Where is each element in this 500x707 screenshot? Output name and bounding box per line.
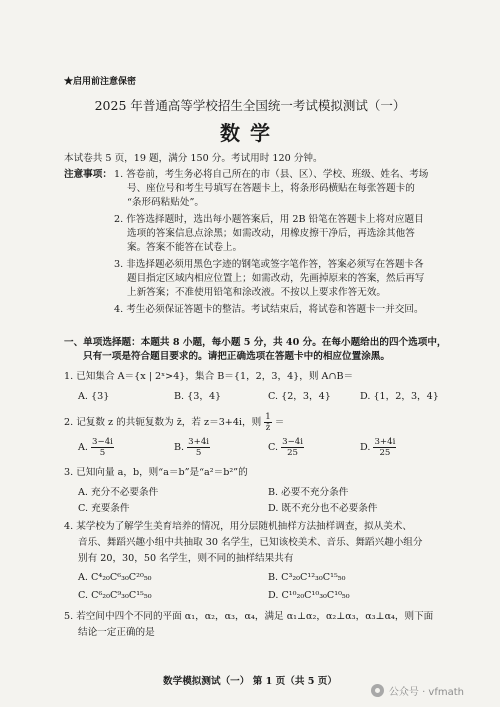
q3-option-d: D. 既不充分也不必要条件 <box>268 503 378 514</box>
q2-option-a-label: A. <box>78 442 88 453</box>
note-2-line-3: 案。答案不能答在试卷上。 <box>127 242 243 253</box>
q2-stem-equals: ＝ <box>274 417 285 428</box>
note-1-line-3: “条形码粘贴处”。 <box>127 197 204 208</box>
exam-title: 2025 年普通高等学校招生全国统一考试模拟测试（一） <box>94 98 406 113</box>
q1-option-a: A. {3} <box>78 391 110 402</box>
question-5-line-1: 5. 若空间中四个不同的平面 α₁，α₂，α₃，α₄，满足 α₁⊥α₂，α₂⊥α₃，α₃⊥α₄，则下面 <box>64 611 434 622</box>
q2-option-b-label: B. <box>174 442 185 453</box>
q2-option-d-fraction <box>373 437 396 458</box>
q1-option-b: B. {3，4} <box>174 391 222 402</box>
q2-option-a-fraction <box>91 437 114 458</box>
note-1-line-2: 号、座位号和考生号填写在答题卡上，将条形码横贴在每张答题卡的 <box>127 183 415 194</box>
question-1-stem: 1. 已知集合 A＝{x | 2ˣ>4}，集合 B＝{1，2，3，4}，则 A∩B＝ <box>64 371 354 382</box>
q4-option-a: A. C⁴₂₀C⁶₃₀C²⁰₅₀ <box>78 572 152 583</box>
watermark <box>371 683 464 698</box>
q2-option-d-label: D. <box>360 442 371 453</box>
q2-option-c-fraction <box>281 437 304 458</box>
note-2-line-1: 2. 作答选择题时，选出每小题答案后，用 2B 铅笔在答题卡上将对应题目 <box>114 214 424 225</box>
q1-option-c: C. {2，3，4} <box>268 391 331 402</box>
watermark-text: 公众号 · vfmath <box>388 687 464 698</box>
section-1-heading-line-2: 只有一项是符合题目要求的。请把正确选项在答题卡中的相应位置涂黑。 <box>83 351 390 362</box>
q2-option-a-num: 3−4i <box>92 437 113 447</box>
q2-option-a-den: 5 <box>99 448 106 458</box>
question-5-line-2: 结论一定正确的是 <box>78 627 155 638</box>
q2-option-c-label: C. <box>268 442 279 453</box>
note-3-line-2: 题目指定区域内相应位置上；如需改动，先画掉原来的答案，然后再写 <box>127 273 425 284</box>
wechat-icon <box>371 684 384 697</box>
q2-stem-frac-num: 1 <box>265 412 271 422</box>
q2-option-b-fraction <box>187 437 210 458</box>
q2-stem-fraction <box>264 412 271 433</box>
question-4-line-1: 4. 某学校为了解学生美育培养的情况，用分层随机抽样方法抽样调查，拟从美术、 <box>64 521 412 532</box>
q1-option-d: D. {1，2，3，4} <box>360 391 439 402</box>
subject-title: 数学 <box>220 121 280 145</box>
q2-option-d-den: 25 <box>379 448 391 458</box>
exam-intro: 本试卷共 5 页，19 题，满分 150 分。考试用时 120 分钟。 <box>64 153 323 164</box>
q2-option-c-den: 25 <box>287 448 299 458</box>
q3-option-c: C. 充要条件 <box>78 503 130 514</box>
q2-option-c-num: 3−4i <box>282 437 304 447</box>
question-4-line-2: 音乐、舞蹈兴趣小组中共抽取 30 名学生，已知该校美术、音乐、舞蹈兴趣小组分 <box>78 537 423 548</box>
notes-label: 注意事项： <box>64 169 112 180</box>
q2-option-b-den: 5 <box>195 448 202 458</box>
note-4-line-1: 4. 考生必须保证答题卡的整洁。考试结束后，将试卷和答题卡一并交回。 <box>114 304 424 315</box>
note-3-line-3: 上新答案；不准使用铅笔和涂改液。不按以上要求作答无效。 <box>127 287 387 298</box>
confidential-notice: ★启用前注意保密 <box>64 77 137 87</box>
q2-option-a <box>78 436 114 460</box>
note-3-line-1: 3. 非选择题必须用黑色字迹的钢笔或签字笔作答，答案必须写在答题卡各 <box>114 259 424 270</box>
q2-stem-text: 2. 记复数 z 的共轭复数为 z̄，若 z＝3+4i，则 <box>64 417 262 428</box>
section-1-heading-line-1: 一、单项选择题：本题共 8 小题，每小题 5 分，共 40 分。在每小题给出的四个选项中， <box>64 337 447 348</box>
q2-option-c <box>268 436 304 460</box>
q4-option-c: C. C⁶₂₀C⁹₃₀C¹⁵₅₀ <box>78 590 152 601</box>
page-footer: 数学模拟测试（一） 第 1 页（共 5 页） <box>163 676 337 687</box>
q4-option-d: D. C¹⁰₂₀C¹⁰₃₀C¹⁰₅₀ <box>268 590 350 601</box>
q3-option-b: B. 必要不充分条件 <box>268 487 349 498</box>
question-3-stem: 3. 已知向量 a，b，则“a＝b”是“a²＝b²”的 <box>64 467 248 478</box>
q2-option-b-num: 3+4i <box>188 437 210 447</box>
question-2-stem <box>64 411 284 435</box>
note-2-line-2: 选项的答案信息点涂黑；如需改动，用橡皮擦干净后，再选涂其他答 <box>127 228 415 239</box>
note-1-line-1: 1. 答卷前，考生务必将自己所在的市（县、区）、学校、班级、姓名、考场 <box>114 169 429 180</box>
q3-option-a: A. 充分不必要条件 <box>78 487 159 498</box>
question-4-line-3: 别有 20，30，50 名学生，则不同的抽样结果共有 <box>78 553 294 564</box>
q2-option-d-num: 3+4i <box>374 437 396 447</box>
q4-option-b: B. C³₂₀C¹²₃₀C¹⁵₅₀ <box>268 572 346 583</box>
q2-option-b <box>174 436 210 460</box>
q2-option-d <box>360 436 396 460</box>
q2-stem-frac-den: z̄ <box>265 423 271 433</box>
